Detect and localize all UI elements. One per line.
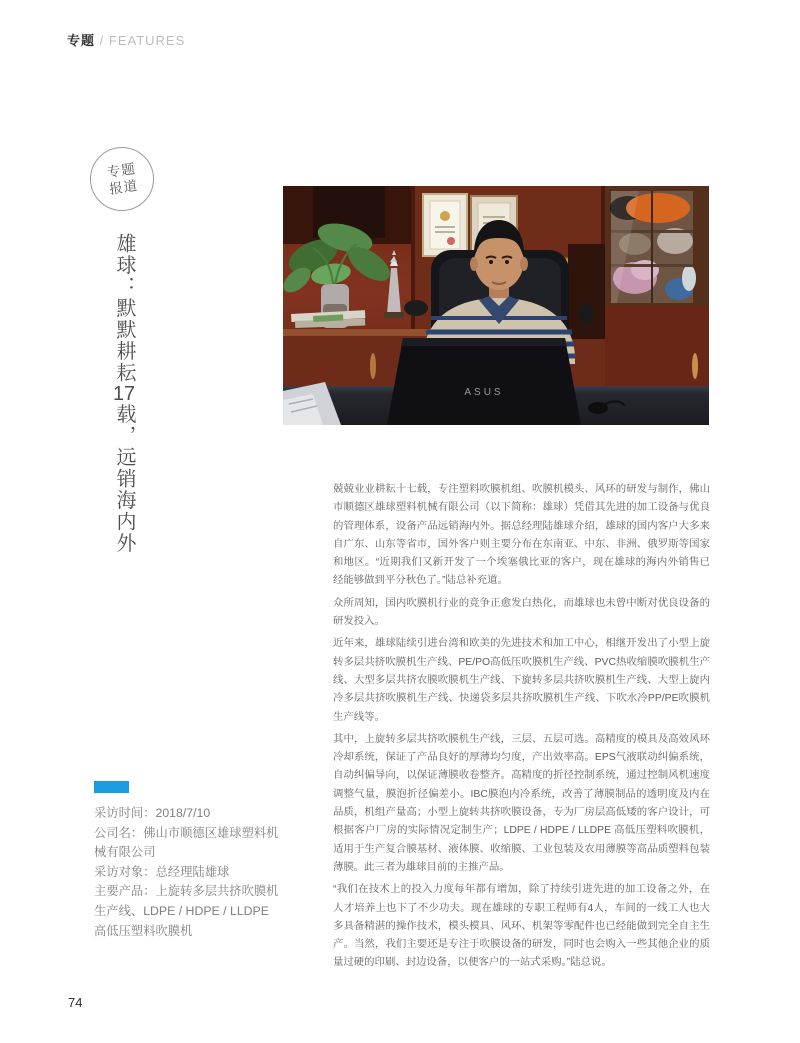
info-item-company — [94, 826, 278, 860]
title-part1: 雄球：默默耕耘 — [113, 233, 135, 384]
info-value: 佛山市顺德区雄球塑料机械有限公司 — [94, 825, 279, 860]
laptop — [387, 338, 581, 425]
article-paragraph: 近年来，雄球陆续引进台湾和欧美的先进技术和加工中心，相继开发出了小型上旋转多层共挤吹膜机生产线、PE/PO高低压吹膜机生产线、PVC热收缩膜吹膜机生产线、大型多层共挤农膜吹膜机生产线、下旋转多层共挤吹膜机生产线、大型上旋内冷多层共挤吹膜机生产线、快递袋多层共挤吹膜机生产线、下吹水冷PP/PE吹膜机生产线等。 — [333, 638, 710, 723]
info-value: 2018/7/10 — [155, 806, 211, 820]
article-paragraph: 众所周知，国内吹膜机行业的竞争正愈发白热化，而雄球也未曾中断对优良设备的研发投入。 — [333, 597, 710, 628]
badge-line2: 报道 — [107, 177, 139, 197]
info-label: 主要产品： — [94, 884, 156, 899]
camera — [404, 300, 428, 316]
article-title-vertical — [110, 233, 139, 573]
office-photo — [283, 186, 709, 425]
microphone — [579, 303, 593, 325]
article-paragraph: 其中，上旋转多层共挤吹膜机生产线，三层、五层可选。高精度的模具及高效风环冷却系统，保证了产品良好的厚薄均匀度，产出效率高。EPS气液联动纠偏系统，自动纠偏导向，以保证薄膜收卷整齐。高精度的折径控制系统，通过控制风机速度调整气量，膜泡折径偏差小。IBC膜泡内冷系统，改善了薄膜制品的透明度及内在品质，机组产量高；小型上旋转共挤吹膜设备，专为厂房层高低矮的客户设计，可根据客户厂房的实际情况定制生产；LDPE / HDPE / LLDPE 高低压塑料吹膜机，适用于生产复合膜基材、液体膜、收缩膜、工业包装及农用薄膜等高品质塑料包装薄膜。此三者为雄球目前的主推产品。 — [333, 733, 710, 873]
accent-bar — [94, 781, 129, 793]
article-body — [333, 481, 710, 977]
info-label: 采访对象： — [94, 864, 156, 879]
badge-line1: 专题 — [105, 161, 137, 181]
info-item-products — [94, 884, 278, 937]
article-paragraph: 兢兢业业耕耘十七载，专注塑料吹膜机组、吹膜机模头、风环的研发与制作，佛山市顺德区雄球塑料机械有限公司（以下简称：雄球）凭借其先进的加工设备与优良的管理体系，设备产品远销海内外。据总经理陆雄球介绍，雄球的国内客户大多来自广东、山东等省市，国外客户则主要分布在东南亚、中东、非洲、俄罗斯等国家和地区。“近期我们又新开发了一个埃塞俄比亚的客户，现在雄球的海内外销售已经能够做到平分秋色了。”陆总补充道。 — [333, 484, 710, 587]
info-item-interviewee — [94, 865, 229, 879]
info-label: 公司名： — [94, 825, 144, 840]
section-header — [67, 30, 185, 49]
title-digits: 17 — [113, 383, 135, 404]
info-label: 采访时间： — [94, 806, 156, 820]
title-part2: 载， — [113, 403, 135, 447]
glass-cabinet — [605, 186, 709, 306]
title-part3: 远销海内外 — [113, 446, 135, 554]
info-value: 上旋转多层共挤吹膜机生产线、LDPE / HDPE / LLDPE 高低压塑料吹膜机 — [94, 884, 279, 938]
info-text — [94, 804, 279, 941]
article-paragraph: “我们在技术上的投入力度每年都有增加，除了持续引进先进的加工设备之外，在人才培养上也下了不少功夫。现在雄球的专职工程师有4人，车间的一线工人也大多具备精湛的操作技术，模头模具、风环、机架等零配件也已经能做到完全自主生产。当然，我们主要还是专注于吹膜设备的研发，同时也会购入一些其他企业的质量过硬的印刷、封边设备，以便客户的一站式采购。”陆总说。 — [333, 884, 710, 969]
info-item-time — [94, 806, 210, 820]
info-value: 总经理陆雄球 — [155, 864, 230, 879]
header-divider: / — [99, 33, 105, 48]
laptop-brand-logo: ASUS — [464, 387, 504, 398]
cabinet-handle — [370, 353, 376, 379]
feature-report-badge — [90, 147, 154, 211]
section-title-en: FEATURES — [108, 33, 186, 48]
section-title-cn: 专题 — [67, 33, 96, 48]
cabinet-handle — [692, 353, 698, 379]
office-photo-illustration — [283, 186, 709, 425]
badge-text — [105, 160, 138, 198]
page-number: 74 — [68, 995, 83, 1010]
interview-info — [94, 781, 279, 941]
